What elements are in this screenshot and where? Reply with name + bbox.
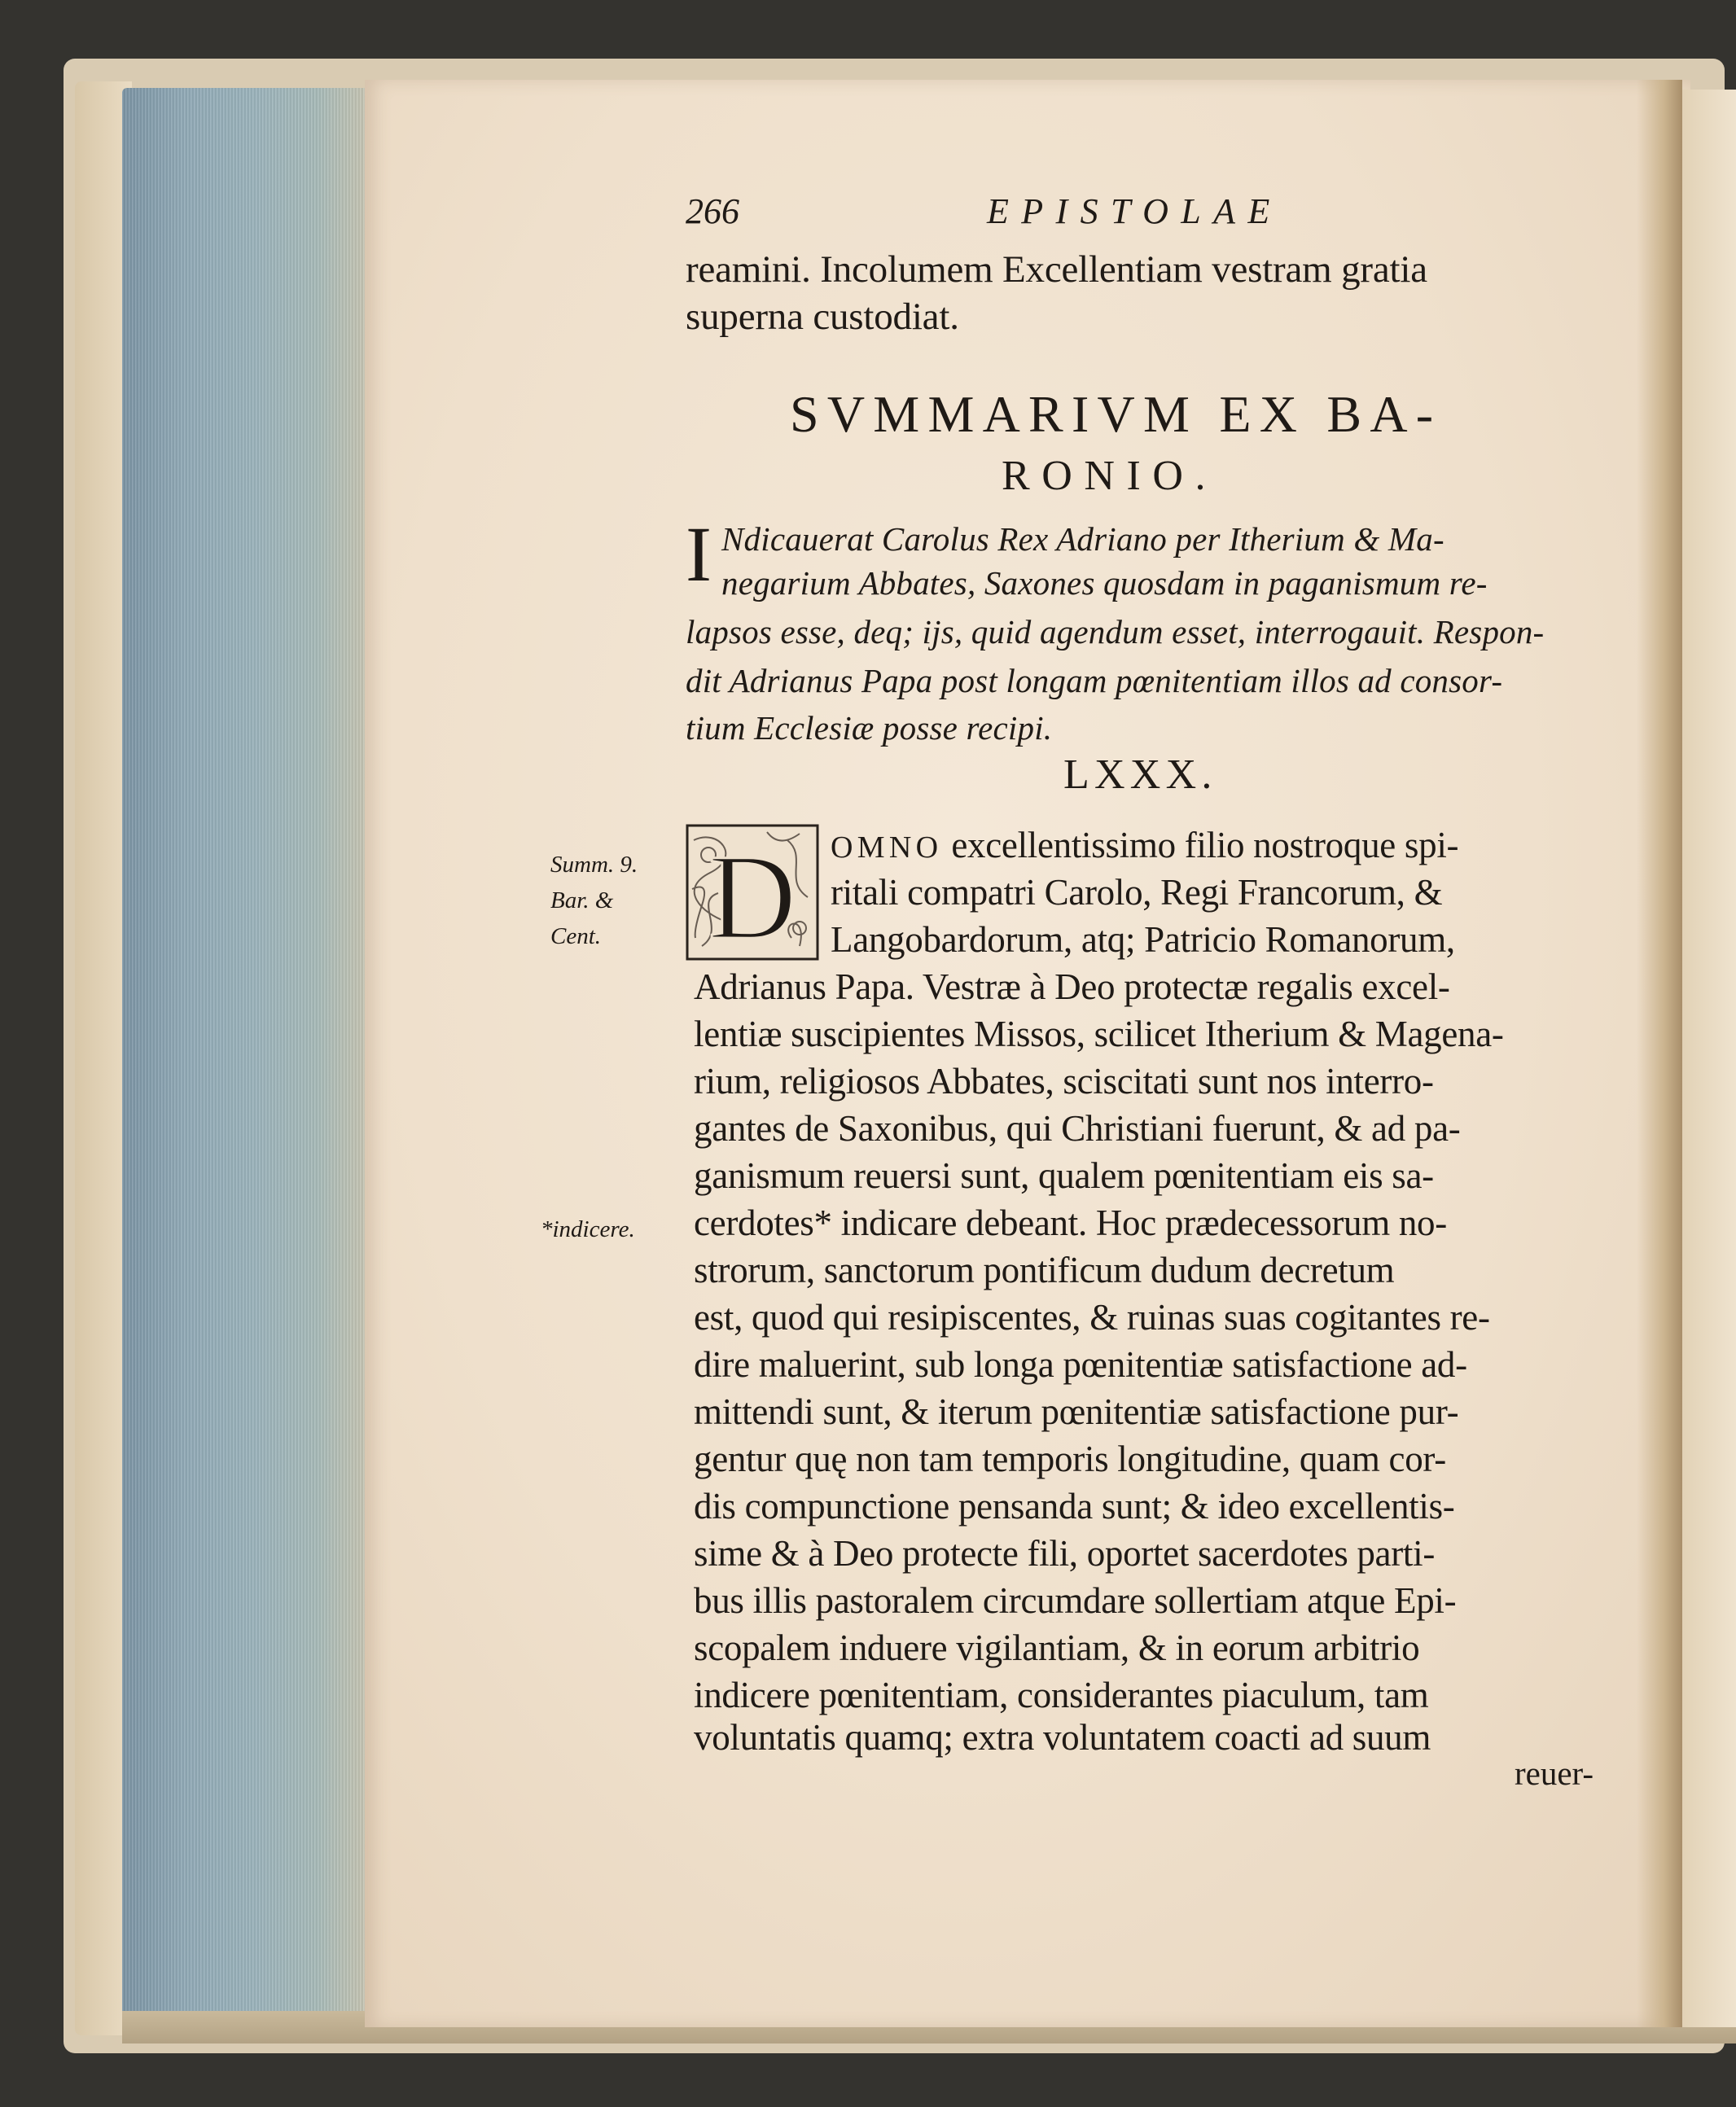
letter-line: gantes de Saxonibus, qui Christiani fuerunt, & ad pa-: [694, 1108, 1461, 1149]
margin-note-source: Cent.: [550, 923, 602, 949]
facing-page-edge: [1682, 90, 1736, 2027]
text-line: superna custodiat.: [686, 296, 959, 338]
decorated-initial: [686, 824, 819, 961]
letter-line: sime & à Deo protecte fili, oportet sacerdotes parti-: [694, 1533, 1436, 1574]
letter-line: scopalem induere vigilantiam, & in eorum arbitrio: [694, 1627, 1420, 1668]
summary-line: tium Ecclesiæ posse recipi.: [686, 709, 1053, 747]
margin-note-variant: *indicere.: [541, 1216, 635, 1242]
letter-line: bus illis pastoralem circumdare sollertiam atque Epi-: [694, 1580, 1457, 1621]
letter-number: LXXX.: [1063, 751, 1217, 798]
letter-line: cerdotes* indicare debeant. Hoc prædecessorum no-: [694, 1202, 1447, 1243]
letter-line: ritali compatri Carolo, Regi Francorum, &: [831, 872, 1443, 913]
text-line: reamini. Incolumem Excellentiam vestram gratia: [686, 248, 1427, 291]
letter-line: mittendi sunt, & iterum pœnitentiæ satisfactione pur-: [694, 1391, 1459, 1432]
summary-heading-continued: RONIO.: [1002, 453, 1218, 499]
letter-line: Langobardorum, atq; Patricio Romanorum,: [831, 919, 1455, 960]
opening-line-rest: excellentissimo filio nostroque spi-: [942, 825, 1459, 865]
letter-line: Adrianus Papa. Vestræ à Deo protectæ regalis excel-: [694, 966, 1450, 1007]
margin-note-source: Bar. &: [550, 887, 614, 913]
summary-line: lapsos esse, deq; ijs, quid agendum esset, interrogauit. Respon-: [686, 613, 1545, 650]
summary-line: Ndicauerat Carolus Rex Adriano per Itherium & Ma-: [721, 520, 1444, 558]
running-head: EPISTOLAE: [987, 191, 1282, 231]
summary-heading: SVMMARIVM EX BA-: [790, 385, 1442, 443]
letter-line: dis compunctione pensanda sunt; & ideo excellentis-: [694, 1486, 1455, 1527]
letter-line: strorum, sanctorum pontificum dudum decretum: [694, 1250, 1395, 1290]
ornament-initial-icon: [686, 824, 819, 961]
margin-note-source: Summ. 9.: [550, 852, 638, 878]
summary-line: dit Adrianus Papa post longam pœnitentiam illos ad consor-: [686, 662, 1503, 699]
letter-line: lentiæ suscipientes Missos, scilicet Itherium & Magena-: [694, 1014, 1504, 1054]
catchword: reuer-: [1515, 1754, 1594, 1792]
page-edges: [122, 88, 366, 2026]
letter-line: est, quod qui resipiscentes, & ruinas suas cogitantes re-: [694, 1297, 1490, 1338]
letter-line: dire maluerint, sub longa pœnitentiæ satisfactione ad-: [694, 1344, 1467, 1385]
summary-initial: I: [686, 510, 712, 598]
letter-line: ganismum reuersi sunt, qualem pœnitentiam eis sa-: [694, 1155, 1434, 1196]
initial-glyph: D: [708, 830, 797, 961]
summary-line: negarium Abbates, Saxones quosdam in paganismum re-: [721, 564, 1488, 602]
letter-line: indicere pœnitentiam, considerantes piaculum, tam: [694, 1675, 1429, 1715]
letter-line: gentur quę non tam temporis longitudine, quam cor-: [694, 1439, 1446, 1479]
book-gutter: [1637, 80, 1682, 2027]
letter-line: voluntatis quamq; extra voluntatem coacti ad suum: [694, 1717, 1431, 1758]
page-number: 266: [686, 191, 739, 231]
opening-word: OMNO: [831, 830, 943, 865]
letter-line-first: [831, 824, 1458, 866]
letter-line: rium, religiosos Abbates, sciscitati sunt nos interro-: [694, 1061, 1434, 1102]
